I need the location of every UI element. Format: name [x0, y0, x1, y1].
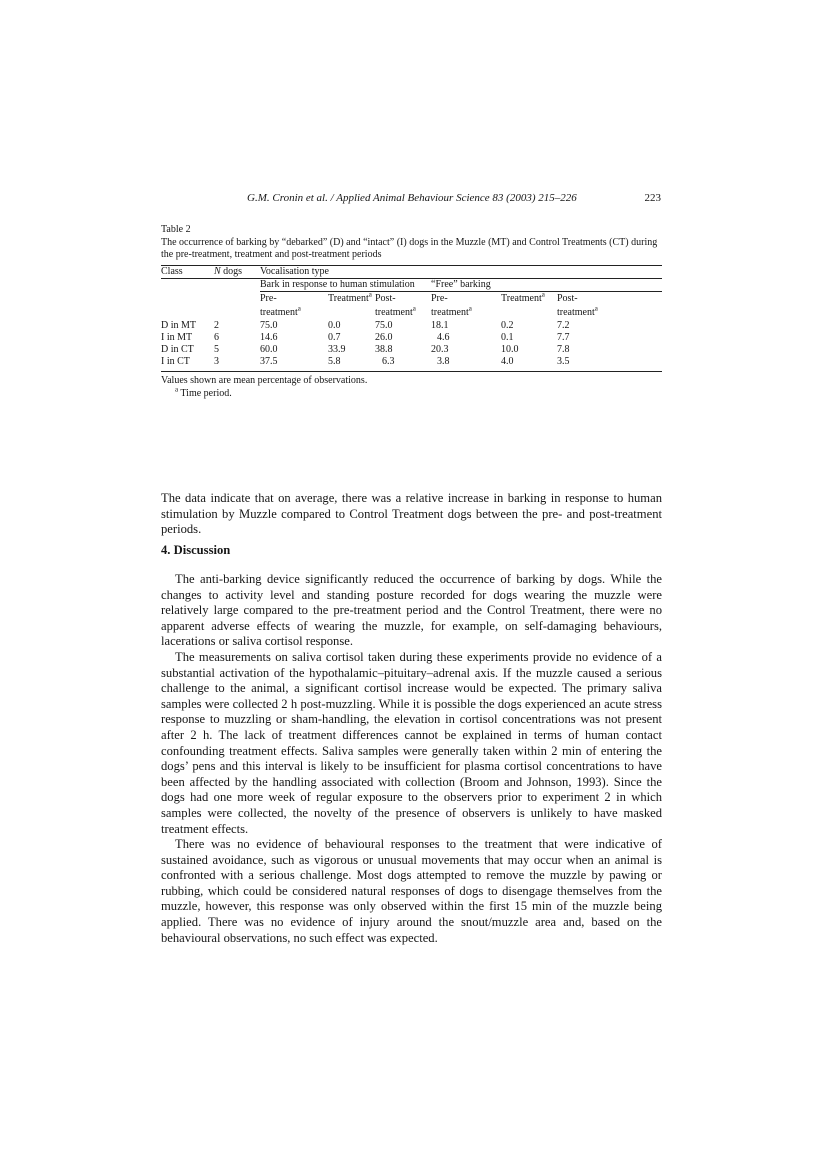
header-post-free: Post- treatment$^a$ — [557, 293, 598, 318]
header-n-dogs: N dogs — [214, 266, 243, 277]
header-row-3 — [161, 292, 662, 321]
table-row: I in MT 6 14.6 0.7 26.0 4.6 0.1 7.7 — [161, 332, 570, 343]
header-group-human: Bark in response to human stimulation — [260, 279, 431, 292]
header-treatment: Treatment$^a$ — [328, 290, 372, 304]
table-footnote: $^a$ Time period. — [175, 385, 232, 399]
table-note: Values shown are mean percentage of observations. — [161, 375, 368, 386]
discussion-paragraph-2: The measurements on saliva cortisol taken during these experiments provide no evidence of a substantial activation of the hypothalamic–pituitary–adrenal axis. If the muzzle caused a serious challenge to the animal, a significant cortisol increase would be expected. The primary saliva samples were collected 2 h post-muzzling. While it is possible the dogs experienced an acute stress response to muzzling or sham-handling, the elevation in cortisol concentrations was not present after 2 h. The lack of treatment differences cannot be explained in terms of human contact confounding treatment effects. Saliva samples were generally taken within 2 min of entering the dogs’ pens and this interval is likely to be insufficient for plasma cortisol concentrations to have been affected by the handling associated with collection (Broom and Johnson, 1993). Since the dogs had one more week of regular exposure to the observers prior to experiment 2 in which samples were collected, the novelty of the presence of observers is unlikely to have masked treatment effects. — [161, 649, 662, 836]
page-number: 223 — [644, 192, 661, 204]
table-row: I in CT 3 37.5 5.8 6.3 3.8 4.0 3.5 — [161, 356, 662, 372]
table-caption: The occurrence of barking by “debarked” (D) and “intact” (I) dogs in the Muzzle (MT) and Control Treatments (CT) during the pre-treatment, treatment and post-treatment periods — [161, 237, 658, 260]
table-row: D in MT 2 75.0 0.0 75.0 18.1 0.2 7.2 — [161, 320, 570, 331]
header-row-2 — [161, 279, 662, 292]
intro-paragraph-block — [161, 491, 662, 538]
table-notes — [161, 375, 662, 400]
discussion-paragraph-3: There was no evidence of behavioural responses to the treatment that were indicative of sustained avoidance, such as vigorous or unusual movements that may occur when an animal is confronted with a serious challenge. Most dogs attempted to remove the muzzle by pawing or rubbing, which could be considered natural responses of dogs to disengage themselves from the muzzle, however, this response was only observed within the first 15 min of the muzzle being applied. There was no evidence of injury around the snout/muzzle area and, based on the behavioural observations, no such effect was expected. — [161, 837, 662, 945]
journal-citation: G.M. Cronin et al. / Applied Animal Behaviour Science 83 (2003) 215–226 — [247, 192, 577, 204]
header-vocalisation: Vocalisation type — [260, 266, 329, 277]
header-treatment-free: Treatment$^a$ — [501, 290, 545, 304]
table-label: Table 2 — [161, 224, 191, 235]
data-table — [161, 265, 662, 372]
header-pre-free: Pre- treatment$^a$ — [431, 293, 472, 318]
discussion-body — [161, 572, 662, 946]
section-heading: 4. Discussion — [161, 543, 231, 557]
header-pre: Pre- treatment$^a$ — [260, 293, 301, 318]
table-row: D in CT 5 60.0 33.9 38.8 20.3 10.0 7.8 — [161, 344, 570, 355]
intro-paragraph: The data indicate that on average, there was a relative increase in barking in response to human stimulation by Muzzle compared to Control Treatment dogs between the pre- and post-treatment periods. — [161, 491, 662, 537]
header-class: Class — [161, 266, 183, 277]
header-row-1 — [161, 266, 662, 279]
discussion-paragraph-1: The anti-barking device significantly reduced the occurrence of barking by dogs. While the changes to activity level and standing posture recorded for dogs wearing the muzzle were relatively large compared to the pre-treatment period and the Control Treatment, there were no apparent adverse effects of wearing the muzzle, for example, on self-damaging behaviours, lacerations or saliva cortisol response. — [161, 572, 662, 649]
table-block — [161, 224, 662, 400]
header-post: Post- treatment$^a$ — [375, 293, 416, 318]
header-group-free: “Free” barking — [431, 279, 662, 292]
